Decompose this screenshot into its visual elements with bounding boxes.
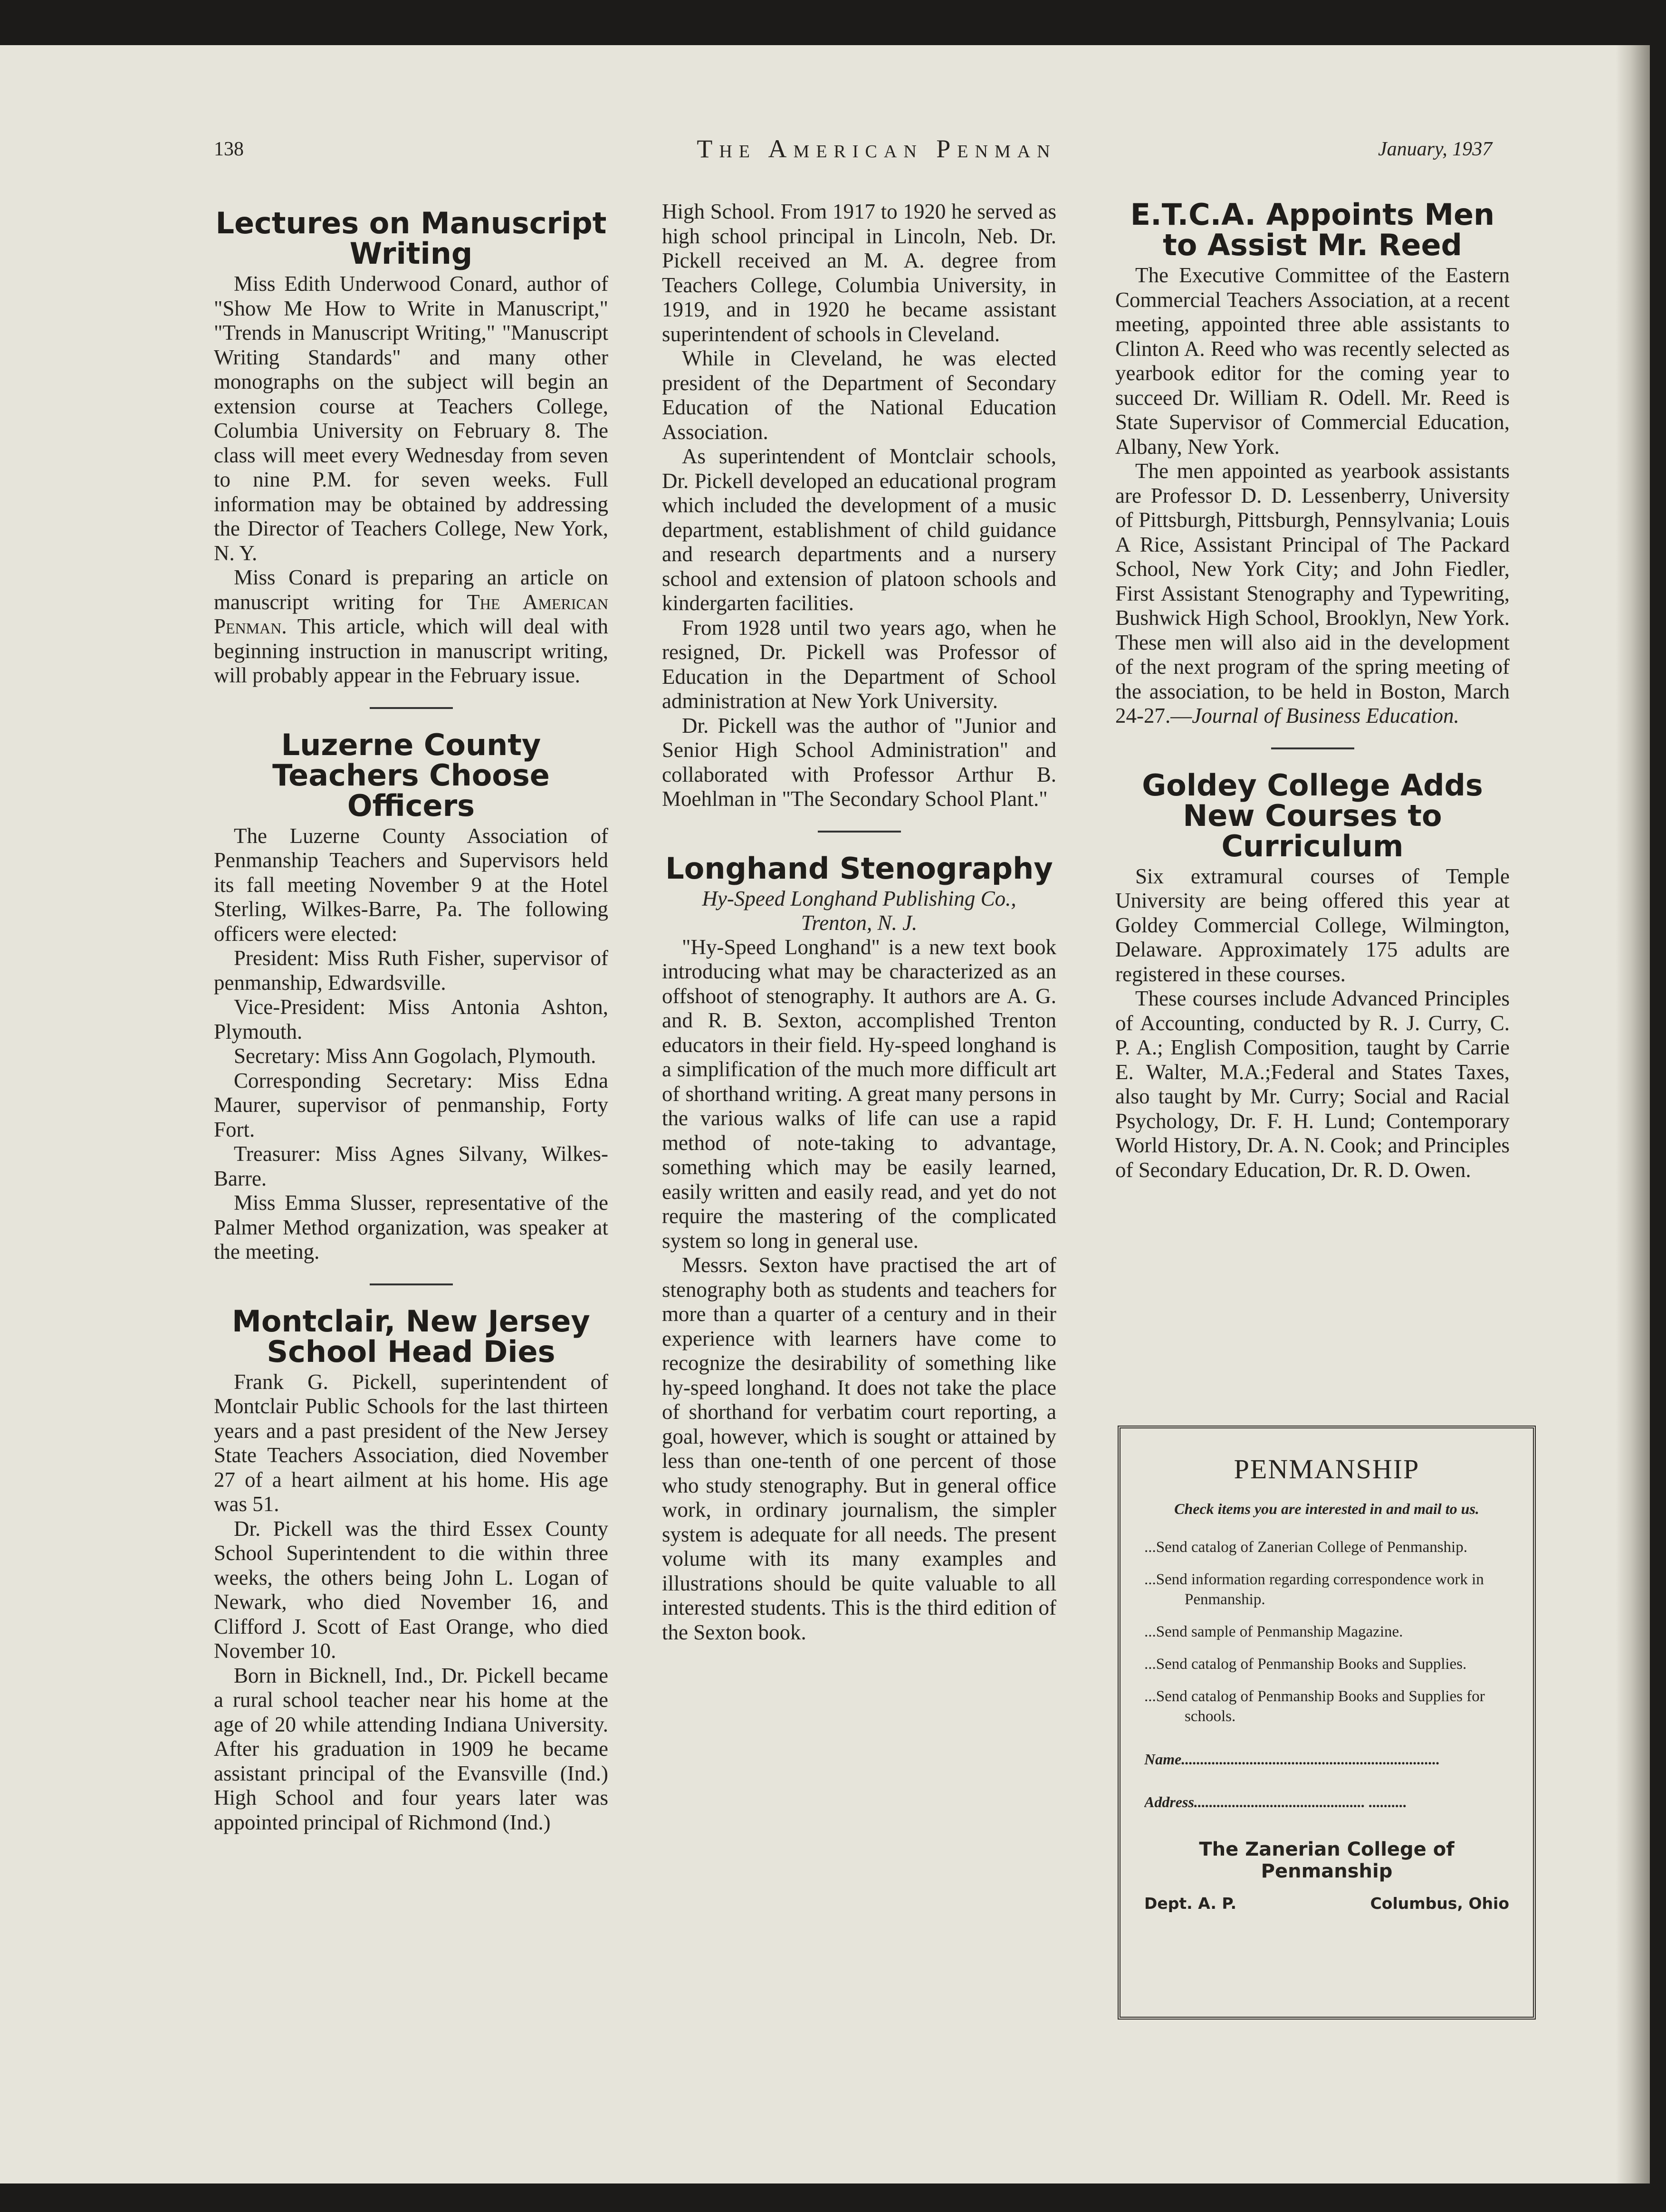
coupon-option: ...Send catalog of Penmanship Books and Supplies for schools. <box>1144 1688 1485 1725</box>
article-heading: Longhand Stenography <box>665 851 1053 886</box>
running-title: The American Penman <box>697 134 1057 163</box>
article-paragraph: Messrs. Sexton have practised the art of stenography both as students and teachers for more than a quarter of a century and in their experience with learners have come to recognize the desirability of something like hy-speed longhand. It does not take the place of shorthand for verbatim court reporting, a goal, however, which is sought or attained by less than one-tenth of one percent of those who study stenography. But in general office work, in ordinary journalism, the simpler system is adequate for all needs. The present volume with its many examples and illustrations should be quite valuable to all interested students. This is the third edition of the Sexton book. <box>662 1253 1056 1644</box>
page-number: 138 <box>214 138 244 160</box>
article-paragraph: Six extramural courses of Temple University are being offered this year at Goldey Commercial College, Wilmington, Delaware. Approximately 175 adults are registered in these courses. <box>1115 864 1510 986</box>
coupon-title: PENMANSHIP <box>1234 1454 1420 1484</box>
article-paragraph: Vice-President: Miss Antonia Ashton, Plymouth. <box>214 995 608 1044</box>
coupon-dept: Dept. A. P. <box>1144 1894 1237 1913</box>
article-heading: Luzerne County Teachers Choose Officers <box>272 727 550 823</box>
article-paragraph: As superintendent of Montclair schools, Dr. Pickell developed an educational program which included the development of a music department, establishment of child guidance and research departments and a nursery school and extension of platoon schools and kindergarten facilities. <box>662 444 1056 615</box>
article-paragraph: The men appointed as yearbook assistants are Professor D. D. Lessenberry, University of Pittsburgh, Pittsburgh, Pennsylvania; Louis A Rice, Assistant Principal of The Packard School, New York City; and John Fiedler, First Assistant Stenography and Typewriting, Bushwick High School, Brooklyn, New York. These men will also aid in the development of the next program of the spring meeting of the association, to be held in Boston, March 24-27.—Journal of Business Education. <box>1115 459 1510 728</box>
column-3 <box>1115 197 1510 1182</box>
publisher-location: Trenton, N. J. <box>801 910 918 935</box>
article-paragraph: "Hy-Speed Longhand" is a new text book introducing what may be characterized as an offshoot of stenography. It authors are A. G. and R. B. Sexton, accomplished Trenton educators in their field. Hy-speed longhand is a simplification of the much more difficult art of shorthand writing. A great many persons in the various walks of life can use a rapid method of note-taking to advantage, something which may be easily learned, easily written and easily read, and yet do not require the mastering of the complicated system so long in general use. <box>662 935 1056 1253</box>
coupon-college-name: The Zanerian College of Penmanship <box>1199 1839 1455 1882</box>
section-divider <box>370 1283 453 1285</box>
section-divider <box>818 831 901 833</box>
coupon-option: ...Send information regarding correspondence work in Penmanship. <box>1144 1571 1484 1608</box>
article-paragraph: President: Miss Ruth Fisher, supervisor of penmanship, Edwardsville. <box>214 946 608 995</box>
article-paragraph: While in Cleveland, he was elected president of the Department of Secondary Education of the National Education Association. <box>662 346 1056 444</box>
article-paragraph: The Luzerne County Association of Penmanship Teachers and Supervisors held its fall meeting November 9 at the Hotel Sterling, Wilkes-Barre, Pa. The following officers were elected: <box>214 824 608 946</box>
article-paragraph: From 1928 until two years ago, when he resigned, Dr. Pickell was Professor of Education in the Department of School administration at New York University. <box>662 615 1056 713</box>
coupon-instruction: Check items you are interested in and mail to us. <box>1174 1500 1479 1517</box>
column-1 <box>214 208 608 1835</box>
coupon-footer <box>1144 1894 1509 1914</box>
article-paragraph: Miss Emma Slusser, representative of the Palmer Method organization, was speaker at the meeting. <box>214 1191 608 1264</box>
coupon-city: Columbus, Ohio <box>1370 1894 1509 1913</box>
article-paragraph: Treasurer: Miss Agnes Silvany, Wilkes-Barre. <box>214 1142 608 1190</box>
article-paragraph: The Executive Committee of the Eastern Commercial Teachers Association, at a recent meeting, appointed three able assistants to Clinton A. Reed who was recently selected as yearbook editor for the coming year to succeed Dr. William R. Odell. Mr. Reed is State Supervisor of Commercial Education, Albany, New York. <box>1115 263 1510 459</box>
penmanship-order-coupon <box>1118 1426 1536 2020</box>
article-heading: Lectures on Manuscript Writing <box>215 206 607 271</box>
address-field: Address............................................. .......... <box>1144 1793 1407 1810</box>
article-paragraph: Frank G. Pickell, superintendent of Montclair Public Schools for the last thirteen years and a past president of the New Jersey State Teachers Association, died November 27 of a heart ailment at his home. His age was 51. <box>214 1369 608 1516</box>
source-citation: Journal of Business Education. <box>1192 704 1459 728</box>
article-paragraph: Dr. Pickell was the author of "Junior and Senior High School Administration" and collaborated with Professor Arthur B. Moehlman in "The Secondary School Plant." <box>662 713 1056 811</box>
column-2 <box>662 200 1056 1645</box>
article-paragraph: Born in Bicknell, Ind., Dr. Pickell became a rural school teacher near his home at the age of 20 while attending Indiana University. After his graduation in 1909 he became assistant principal of the Evansville (Ind.) High School and four years later was appointed principal of Richmond (Ind.) <box>214 1663 608 1834</box>
section-divider <box>1271 747 1354 749</box>
article-paragraph: Dr. Pickell was the third Essex County School Superintendent to die within three weeks, the others being John L. Logan of Newark, who died November 16, and Clifford J. Scott of East Orange, who died November 10. <box>214 1516 608 1663</box>
section-divider <box>370 707 453 709</box>
page-binding-edge <box>1616 45 1650 2183</box>
article-paragraph: Corresponding Secretary: Miss Edna Maurer, supervisor of penmanship, Forty Fort. <box>214 1068 608 1141</box>
article-heading: Montclair, New Jersey School Head Dies <box>232 1303 590 1369</box>
article-paragraph: High School. From 1917 to 1920 he served as high school principal in Lincoln, Neb. Dr. Pickell received an M. A. degree from Teachers College, Columbia University, in 1919, and in 1920 he became assistant superintendent of schools in Cleveland. <box>662 200 1056 346</box>
name-label: Name <box>1144 1751 1182 1768</box>
coupon-option: ...Send catalog of Zanerian College of Penmanship. <box>1144 1539 1467 1556</box>
article-heading: E.T.C.A. Appoints Men to Assist Mr. Reed <box>1130 197 1495 262</box>
magazine-name: The American Penman <box>214 590 608 638</box>
address-label: Address <box>1144 1793 1194 1810</box>
issue-date: January, 1937 <box>1378 138 1493 160</box>
coupon-option: ...Send sample of Penmanship Magazine. <box>1144 1623 1403 1640</box>
article-paragraph: Miss Edith Underwood Conard, author of "Show Me How to Write in Manuscript," "Trends in Manuscript Writing," "Manuscript Writing Standards" and many other monographs on the subject will begin an extension course at Teachers College, Columbia University on February 8. The class will meet every Wednesday from seven to nine P.M. for seven weeks. Full information may be obtained by addressing the Director of Teachers College, New York, N. Y. <box>214 272 608 565</box>
name-field: Name.................................................................... <box>1144 1751 1440 1768</box>
article-paragraph: Miss Conard is preparing an article on manuscript writing for The American Penman. This article, which will deal with beginning instruction in manuscript writing, will probably appear in the February issue. <box>214 565 608 687</box>
article-paragraph: Secretary: Miss Ann Gogolach, Plymouth. <box>234 1044 596 1068</box>
coupon-option: ...Send catalog of Penmanship Books and Supplies. <box>1144 1656 1467 1673</box>
article-paragraph: These courses include Advanced Principles of Accounting, conducted by R. J. Curry, C. P. A.; English Composition, taught by Carrie E. Walter, M.A.;Federal and States Taxes, also taught by Mr. Curry; Social and Racial Psychology, Dr. F. H. Lund; Contemporary World History, Dr. A. N. Cook; and Principles of Secondary Education, Dr. R. D. Owen. <box>1115 986 1510 1182</box>
publisher-byline: Hy-Speed Longhand Publishing Co., <box>702 886 1016 910</box>
article-heading: Goldey College Adds New Courses to Curriculum <box>1142 767 1483 863</box>
